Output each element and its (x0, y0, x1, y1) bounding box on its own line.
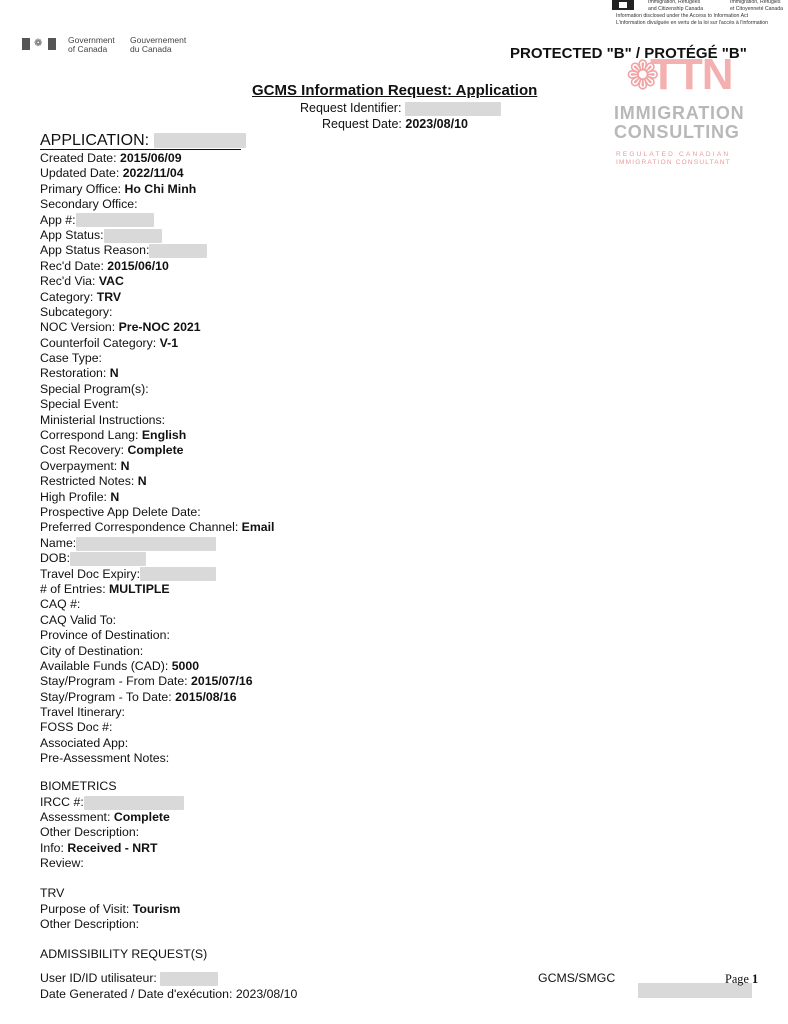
trv-other-description: Other Description: (40, 917, 140, 931)
biometrics-review: Review: (40, 856, 84, 870)
field-label: Name: (40, 535, 77, 550)
field-row (40, 536, 560, 551)
redaction (160, 972, 218, 986)
maple-leaf-icon: ❁ (626, 54, 660, 98)
field-row (40, 305, 560, 320)
field-row (40, 197, 560, 212)
field-label: Province of Destination: (40, 628, 170, 643)
field-row (40, 228, 560, 243)
redaction (84, 796, 184, 810)
application-heading: APPLICATION: (40, 132, 241, 150)
field-label: DOB: (40, 551, 71, 566)
footer-user-id: User ID/ID utilisateur: (40, 971, 218, 986)
field-row (40, 397, 560, 412)
field-value: 2022/11/04 (122, 166, 184, 181)
field-label: CAQ #: (40, 597, 81, 612)
field-value: 2015/06/10 (107, 258, 169, 273)
logo-line-2: CONSULTING (614, 122, 740, 142)
field-row (40, 320, 560, 335)
field-row (40, 644, 560, 659)
field-label: Counterfoil Category: (40, 335, 160, 350)
field-row (40, 413, 560, 428)
field-value: MULTIPLE (109, 581, 170, 596)
redaction (405, 102, 501, 116)
stamp-dept-fr-1: Immigration, Réfugiés (730, 0, 781, 5)
field-row (40, 274, 560, 289)
field-label: NOC Version: (40, 320, 119, 335)
ttn-monogram: ❁ TTN (626, 50, 733, 99)
trv-purpose: Purpose of Visit: Tourism (40, 902, 181, 916)
field-row (40, 520, 560, 535)
biometrics-ircc: IRCC #: (40, 795, 184, 810)
field-row (40, 151, 560, 166)
field-row (40, 705, 560, 720)
field-row (40, 505, 560, 520)
biometrics-info: Info: Received - NRT (40, 841, 158, 855)
field-label: Primary Office: (40, 181, 125, 196)
biometrics-other-description: Other Description: (40, 825, 140, 839)
field-value: Pre-NOC 2021 (118, 320, 201, 335)
field-row (40, 259, 560, 274)
ttn-logo-watermark (612, 50, 758, 170)
protected-marking: PROTECTED "B" / PROTÉGÉ "B" (510, 45, 747, 62)
redaction (76, 537, 216, 551)
field-label: Stay/Program - From Date: (40, 674, 192, 689)
field-label: Ministerial Instructions: (40, 412, 166, 427)
field-label: App #: (40, 212, 76, 227)
request-identifier: Request Identifier: (300, 101, 501, 116)
stamp-dept-en-1: Immigration, Refugees (648, 0, 701, 5)
government-fr: Gouvernement du Canada (130, 35, 187, 54)
logo-line-1: IMMIGRATION (614, 103, 745, 123)
field-value: Ho Chi Minh (124, 181, 197, 196)
footer-page-number: Page 1 (725, 972, 759, 986)
field-label: Updated Date: (40, 166, 123, 181)
stamp-disclosure-fr: L'information divulguée en vertu de la loi sur l'accès à l'information (616, 20, 769, 26)
admissibility-heading: ADMISSIBILITY REQUEST(S) (40, 947, 208, 961)
field-row (40, 459, 560, 474)
field-row (40, 613, 560, 628)
field-row (40, 351, 560, 366)
field-value: Email (241, 520, 275, 535)
field-row (40, 567, 560, 582)
trv-heading: TRV (40, 886, 65, 900)
request-date: Request Date: 2023/08/10 (322, 117, 468, 131)
redaction (104, 229, 162, 243)
stamp-disclosure-en: Information disclosed under the Access to Information Act (616, 13, 749, 19)
field-label: Prospective App Delete Date: (40, 504, 201, 519)
field-label: Travel Doc Expiry: (40, 566, 140, 581)
field-row (40, 428, 560, 443)
biometrics-assessment: Assessment: Complete (40, 810, 170, 824)
field-label: Subcategory: (40, 304, 113, 319)
field-label: # of Entries: (40, 581, 110, 596)
field-value: N (109, 366, 119, 381)
field-label: App Status: (40, 227, 104, 242)
field-label: FOSS Doc #: (40, 720, 113, 735)
field-label: Case Type: (40, 351, 102, 366)
field-label: Special Event: (40, 397, 119, 412)
field-row (40, 382, 560, 397)
stamp-dept-en-2: and Citizenship Canada (648, 6, 704, 12)
field-value: V-1 (159, 335, 179, 350)
field-label: Rec'd Date: (40, 258, 108, 273)
field-label: Rec'd Via: (40, 274, 99, 289)
redaction (70, 552, 146, 566)
field-row (40, 443, 560, 458)
field-row (40, 628, 560, 643)
biometrics-heading: BIOMETRICS (40, 779, 117, 793)
government-en: Government of Canada (68, 35, 115, 54)
field-value: English (141, 428, 187, 443)
field-label: Stay/Program - To Date: (40, 689, 176, 704)
field-label: Created Date: (40, 151, 120, 165)
footer-date-generated: Date Generated / Date d'exécution: 2023/08/10 (40, 987, 298, 1001)
redaction (140, 567, 216, 581)
field-label: Travel Itinerary: (40, 705, 125, 720)
field-row (40, 751, 560, 766)
field-label: High Profile: (40, 489, 111, 504)
field-label: Overpayment: (40, 458, 121, 473)
field-value: VAC (98, 274, 124, 289)
field-label: CAQ Valid To: (40, 612, 117, 627)
redaction (149, 244, 207, 258)
field-value: N (137, 474, 147, 489)
field-row (40, 736, 560, 751)
footer-system: GCMS/SMGC (538, 971, 616, 985)
field-label: Category: (40, 289, 97, 304)
logo-tagline-2: IMMIGRATION CONSULTANT (616, 159, 731, 166)
field-value: 2015/07/16 (191, 674, 253, 689)
application-fields (40, 151, 560, 767)
field-label: Cost Recovery: (40, 443, 128, 458)
field-row (40, 674, 560, 689)
field-label: Special Program(s): (40, 381, 149, 396)
field-row (40, 720, 560, 735)
field-row (40, 659, 560, 674)
document-title: GCMS Information Request: Application (252, 82, 538, 99)
stamp-dept-fr-2: et Citoyenneté Canada (730, 6, 784, 12)
canada-flag-icon: ❁ (22, 38, 56, 50)
field-label: Pre-Assessment Notes: (40, 751, 170, 766)
redaction (76, 213, 154, 227)
canada-flag-icon (612, 0, 634, 10)
field-row (40, 290, 560, 305)
disclosure-stamp (612, 0, 788, 36)
field-value: N (120, 458, 130, 473)
field-label: Associated App: (40, 735, 129, 750)
field-label: Preferred Correspondence Channel: (40, 520, 242, 535)
field-value: 2015/08/16 (175, 689, 237, 704)
field-row (40, 166, 560, 181)
field-row (40, 551, 560, 566)
field-row (40, 213, 560, 228)
field-row (40, 690, 560, 705)
field-label: Correspond Lang: (40, 428, 142, 443)
field-label: Available Funds (CAD): (40, 658, 172, 673)
field-label: Restoration: (40, 366, 110, 381)
field-row (40, 474, 560, 489)
field-label: City of Destination: (40, 643, 144, 658)
field-row (40, 490, 560, 505)
field-value: N (110, 489, 120, 504)
field-label: Restricted Notes: (40, 474, 138, 489)
field-value: TRV (96, 289, 122, 304)
field-row (40, 597, 560, 612)
field-value: 2015/06/09 (119, 151, 182, 165)
field-row (40, 243, 560, 258)
field-row (40, 336, 560, 351)
redaction (154, 133, 246, 148)
field-row (40, 182, 560, 197)
field-value: Complete (127, 443, 184, 458)
logo-tagline-1: REGULATED CANADIAN (616, 151, 731, 158)
field-value: 5000 (171, 658, 200, 673)
field-row (40, 582, 560, 597)
field-label: App Status Reason: (40, 243, 150, 258)
field-label: Secondary Office: (40, 197, 138, 212)
field-row (40, 366, 560, 381)
